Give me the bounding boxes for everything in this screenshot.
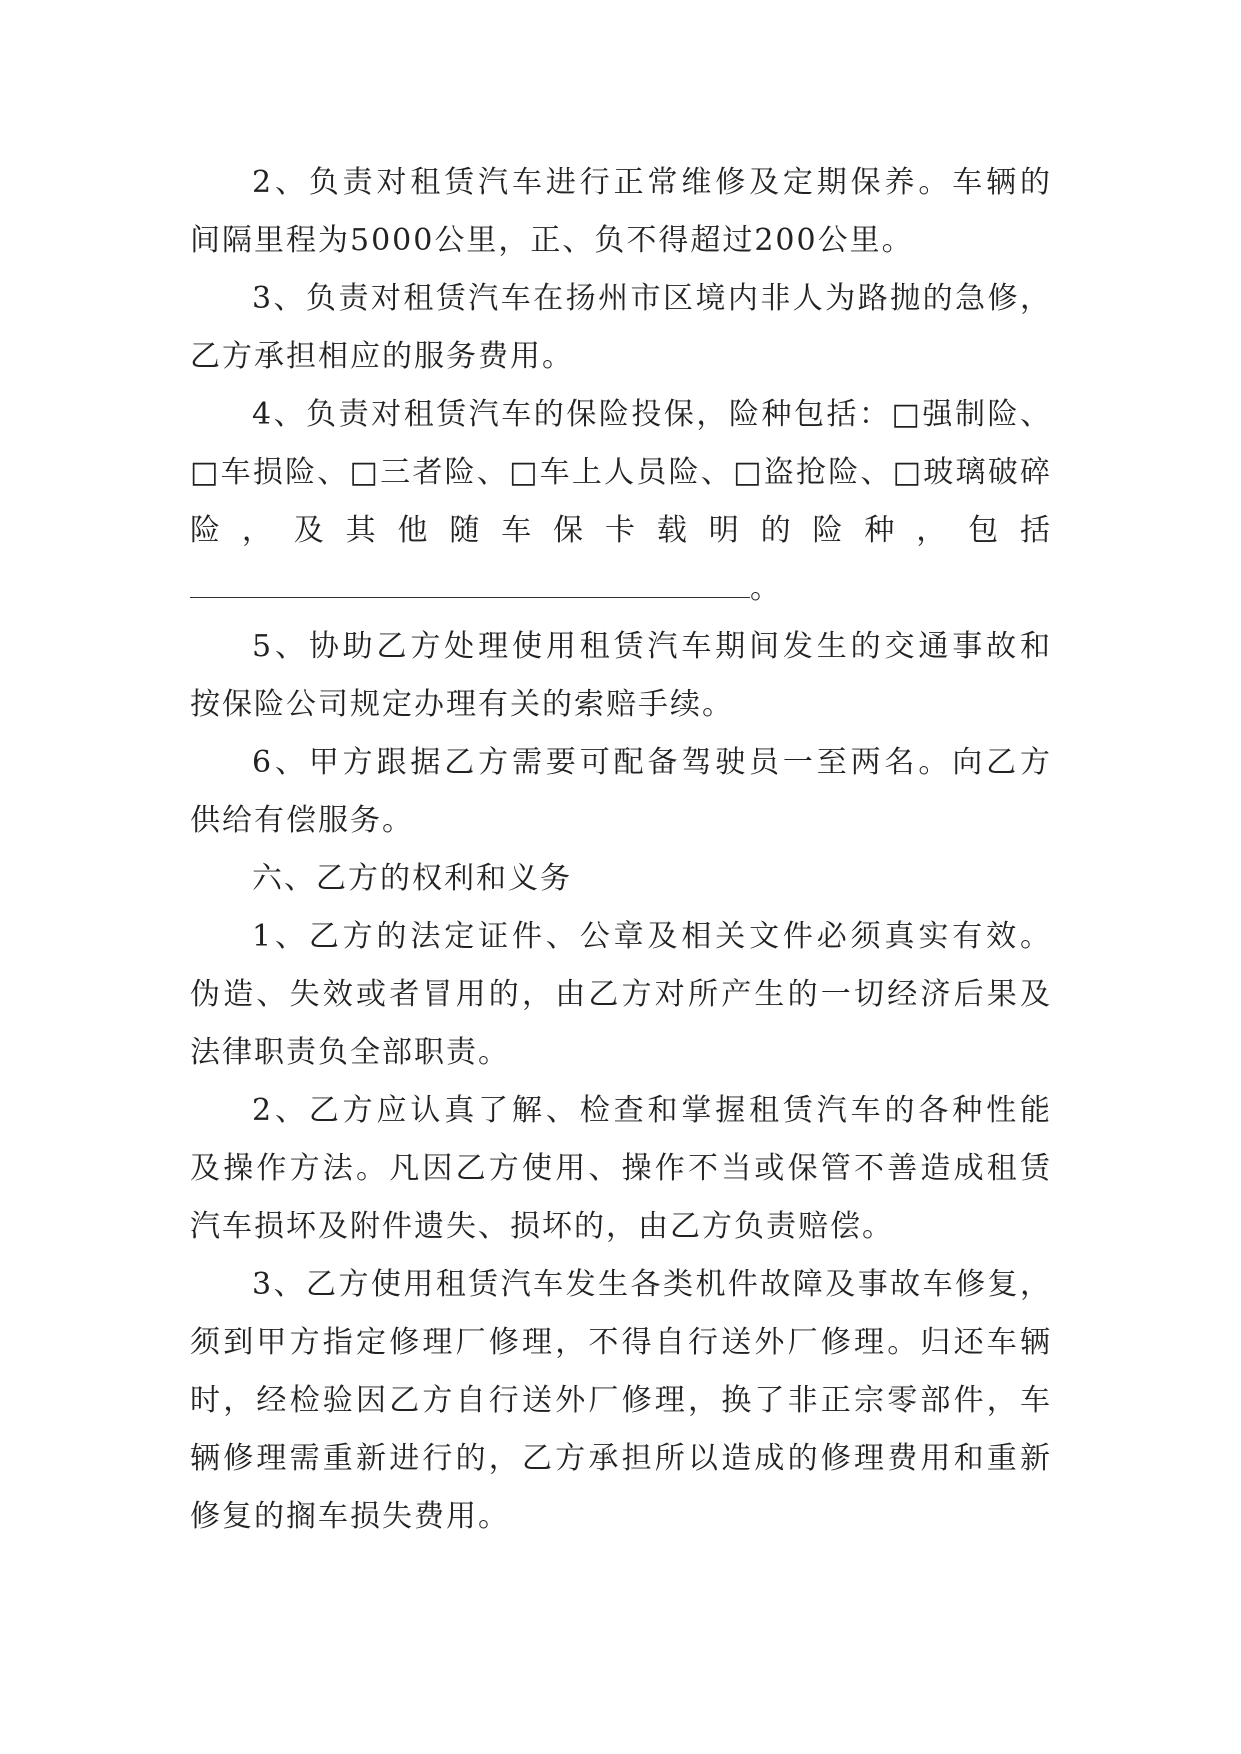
text-line: 。: [750, 571, 782, 606]
text-line: 辆修理需重新进行的，乙方承担所以造成的修理费用和重新: [190, 1441, 1052, 1476]
text-line: 修复的搁车损失费用。: [190, 1499, 510, 1534]
text-line: 4、负责对租赁汽车的保险投保，险种包括：□强制险、: [252, 397, 1052, 432]
blank-underline: [190, 569, 750, 598]
text-line: 5、协助乙方处理使用租赁汽车期间发生的交通事故和: [252, 629, 1052, 664]
text-line: 法律职责负全部职责。: [190, 1035, 510, 1070]
text-line: 时，经检验因乙方自行送外厂修理，换了非正宗零部件，车: [190, 1383, 1052, 1418]
text-line: 乙方承担相应的服务费用。: [190, 339, 574, 374]
text-line: 汽车损坏及附件遗失、损坏的，由乙方负责赔偿。: [190, 1209, 894, 1244]
text-line: 6、甲方跟据乙方需要可配备驾驶员一至两名。向乙方: [252, 745, 1052, 780]
text-line: 3、负责对租赁汽车在扬州市区境内非人为路抛的急修，: [252, 281, 1052, 316]
text-line: 按保险公司规定办理有关的索赔手续。: [190, 687, 734, 722]
text-line: 须到甲方指定修理厂修理，不得自行送外厂修理。归还车辆: [190, 1325, 1052, 1360]
text-line: 2、负责对租赁汽车进行正常维修及定期保养。车辆的: [252, 165, 1052, 200]
text-line: 险，及其他随车保卡载明的险种，包括: [190, 513, 1052, 548]
text-line: 供给有偿服务。: [190, 803, 414, 838]
text-line: 伪造、失效或者冒用的，由乙方对所产生的一切经济后果及: [190, 977, 1052, 1012]
text-line: □车损险、□三者险、□车上人员险、□盗抢险、□玻璃破碎: [190, 455, 1052, 490]
text-line: 1、乙方的法定证件、公章及相关文件必须真实有效。: [252, 919, 1052, 954]
fill-in-blank-line: [190, 560, 1052, 618]
text-line: 3、乙方使用租赁汽车发生各类机件故障及事故车修复，: [252, 1267, 1052, 1302]
section-heading: 六、乙方的权利和义务: [252, 861, 572, 896]
text-line: 间隔里程为5000公里，正、负不得超过200公里。: [190, 223, 914, 258]
text-line: 2、乙方应认真了解、检查和掌握租赁汽车的各种性能: [252, 1093, 1052, 1128]
contract-body: [190, 154, 1052, 1546]
text-line: 及操作方法。凡因乙方使用、操作不当或保管不善造成租赁: [190, 1151, 1052, 1186]
